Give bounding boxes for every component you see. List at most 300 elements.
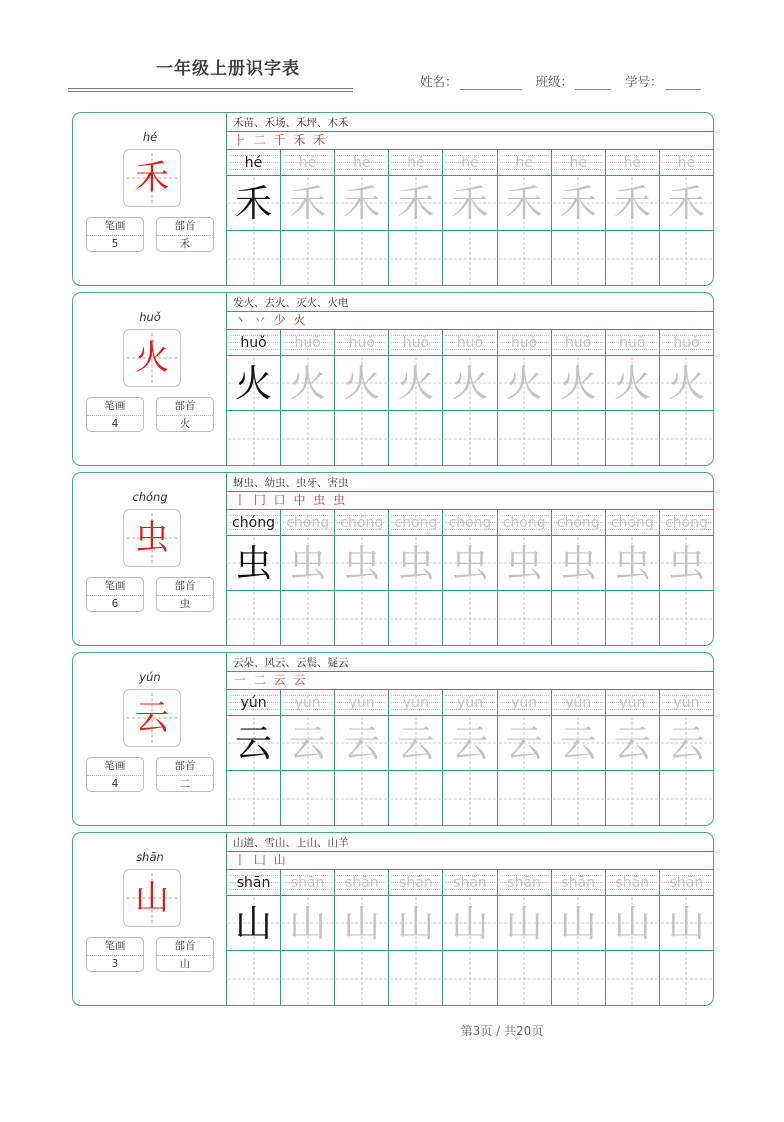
blank-practice-cell[interactable]: [389, 771, 443, 826]
pinyin-trace-cell[interactable]: [281, 870, 335, 895]
practice-area: [227, 653, 713, 825]
character-ghost: 禾: [613, 181, 651, 225]
blank-practice-cell[interactable]: [443, 771, 497, 826]
character-trace-cell[interactable]: [281, 356, 335, 410]
pinyin-trace-cell[interactable]: [498, 150, 552, 175]
pinyin-model: yún: [240, 694, 267, 711]
blank-practice-cell[interactable]: [443, 411, 497, 466]
student-field-2: [625, 74, 701, 90]
guide-horizontal: [499, 618, 550, 619]
character-ghost: 火: [505, 361, 543, 405]
character-trace-cell[interactable]: [227, 716, 281, 770]
example-words: 蚜虫、幼虫、虫牙、害虫: [227, 473, 713, 492]
blank-practice-cell[interactable]: [335, 951, 389, 1006]
character-trace-cell[interactable]: [606, 896, 660, 950]
pinyin-ghost: hé: [623, 154, 642, 171]
pinyin-ghost: chóng: [556, 514, 600, 531]
pinyin-trace-cell[interactable]: [498, 690, 552, 715]
character-ghost: 山: [451, 901, 489, 945]
pinyin-ghost: yún: [619, 694, 646, 711]
pinyin-trace-row: [227, 690, 713, 716]
stroke-count-box: [86, 217, 144, 252]
pinyin-ghost: hé: [298, 154, 317, 171]
blank-practice-cell[interactable]: [389, 951, 443, 1006]
pinyin-ghost: shān: [399, 874, 433, 891]
pinyin-trace-cell[interactable]: [552, 690, 606, 715]
pinyin-trace-cell[interactable]: [660, 150, 713, 175]
character-trace-cell[interactable]: [389, 536, 443, 590]
character-trace-cell[interactable]: [498, 176, 552, 230]
radical-value: 山: [179, 958, 191, 970]
character-ghost: 火: [397, 361, 435, 405]
pinyin-ghost: hé: [677, 154, 696, 171]
character-ghost: 禾: [343, 181, 381, 225]
stroke-order-sequence: 丨 冂 口 中 虫 虫: [227, 492, 713, 510]
student-field-input[interactable]: [460, 75, 522, 90]
character-trace-cell[interactable]: [552, 716, 606, 770]
model-character-glyph: 虫: [135, 518, 169, 558]
practice-area: [227, 293, 713, 465]
pinyin-ghost: yún: [511, 694, 538, 711]
model-character-glyph: 禾: [135, 158, 169, 198]
pinyin-ghost: chóng: [610, 514, 654, 531]
character-trace-cell[interactable]: [227, 896, 281, 950]
character-trace-cell[interactable]: [606, 716, 660, 770]
blank-practice-cell[interactable]: [498, 231, 552, 286]
pinyin-trace-cell[interactable]: [281, 690, 335, 715]
character-ghost: 禾: [505, 181, 543, 225]
blank-practice-cell[interactable]: [227, 231, 281, 286]
pinyin-trace-cell[interactable]: [443, 150, 497, 175]
radical-label: 部首: [157, 938, 213, 956]
character-card: [72, 652, 714, 826]
character-ghost: 山: [613, 901, 651, 945]
guide-horizontal: [499, 438, 550, 439]
blank-practice-cell[interactable]: [443, 951, 497, 1006]
pinyin-ghost: yún: [673, 694, 700, 711]
blank-practice-cell[interactable]: [227, 591, 281, 646]
pinyin-trace-cell[interactable]: [281, 510, 335, 535]
blank-practice-cell[interactable]: [552, 231, 606, 286]
pinyin-trace-cell[interactable]: [552, 510, 606, 535]
character-ghost: 虫: [667, 541, 705, 585]
pinyin-ghost: shān: [561, 874, 596, 891]
stroke-count-label: 笔画: [87, 938, 143, 956]
guide-horizontal: [444, 618, 495, 619]
pinyin-trace-cell[interactable]: [335, 870, 389, 895]
character-model: 云: [235, 721, 273, 765]
character-model: 火: [235, 361, 273, 405]
blank-practice-cell[interactable]: [227, 411, 281, 466]
pinyin-trace-cell[interactable]: [443, 690, 497, 715]
character-ghost: 禾: [559, 181, 597, 225]
blank-practice-cell[interactable]: [281, 231, 335, 286]
pinyin-trace-cell[interactable]: [389, 330, 443, 355]
blank-practice-cell[interactable]: [606, 411, 660, 466]
pinyin-trace-cell[interactable]: [335, 690, 389, 715]
character-trace-cell[interactable]: [660, 716, 713, 770]
student-field-0: [420, 74, 522, 90]
radical-box: [156, 397, 214, 432]
pinyin-trace-cell[interactable]: [606, 870, 660, 895]
guide-horizontal: [553, 618, 604, 619]
character-ghost: 虫: [613, 541, 651, 585]
practice-area: [227, 113, 713, 285]
student-field-label: 学号：: [625, 75, 663, 89]
character-card: [72, 112, 714, 286]
character-model: 禾: [235, 181, 273, 225]
guide-horizontal: [390, 618, 441, 619]
pinyin-trace-cell[interactable]: [606, 150, 660, 175]
student-field-input[interactable]: [665, 75, 701, 90]
pinyin-trace-row: [227, 870, 713, 896]
pinyin-trace-cell[interactable]: [498, 870, 552, 895]
blank-practice-cell[interactable]: [389, 411, 443, 466]
pinyin-trace-cell[interactable]: [443, 510, 497, 535]
pinyin-model: hé: [244, 154, 263, 171]
blank-practice-cell[interactable]: [552, 951, 606, 1006]
pinyin-trace-cell[interactable]: [227, 690, 281, 715]
guide-horizontal: [282, 618, 333, 619]
guide-horizontal: [444, 798, 495, 799]
character-trace-cell[interactable]: [389, 356, 443, 410]
model-character-box: [123, 149, 181, 207]
character-ghost: 火: [343, 361, 381, 405]
model-character-box: [123, 869, 181, 927]
character-trace-cell[interactable]: [498, 896, 552, 950]
student-field-label: 班级：: [535, 75, 574, 89]
pinyin-ghost: chóng: [448, 514, 492, 531]
blank-practice-cell[interactable]: [552, 591, 606, 646]
blank-practice-cell[interactable]: [335, 411, 389, 466]
stroke-count-value: 6: [111, 598, 119, 610]
pinyin-trace-cell[interactable]: [660, 690, 713, 715]
pinyin-ghost: huǒ: [456, 334, 484, 351]
character-trace-cell[interactable]: [443, 536, 497, 590]
pinyin-trace-cell[interactable]: [227, 510, 281, 535]
pinyin-trace-cell[interactable]: [660, 870, 713, 895]
pinyin-trace-cell[interactable]: [227, 870, 281, 895]
blank-practice-cell[interactable]: [281, 591, 335, 646]
guide-horizontal: [661, 978, 712, 979]
pinyin-trace-cell[interactable]: [281, 150, 335, 175]
guide-horizontal: [390, 438, 441, 439]
radical-box: [156, 577, 214, 612]
character-info-panel: [73, 113, 227, 285]
pinyin-ghost: hé: [353, 154, 371, 171]
character-pinyin: chóng: [132, 490, 168, 504]
pinyin-ghost: hé: [407, 154, 425, 171]
character-info-panel: [73, 293, 227, 465]
character-ghost: 山: [505, 901, 543, 945]
pinyin-ghost: chóng: [664, 514, 708, 531]
guide-horizontal: [661, 438, 712, 439]
character-trace-cell[interactable]: [660, 896, 713, 950]
pinyin-ghost: huǒ: [673, 334, 700, 351]
character-ghost: 虫: [505, 541, 543, 585]
character-trace-cell[interactable]: [552, 176, 606, 230]
blank-practice-cell[interactable]: [660, 951, 713, 1006]
stroke-order-sequence: ⺊ 二 千 禾 禾: [227, 132, 713, 150]
character-model: 虫: [235, 541, 273, 585]
pinyin-trace-cell[interactable]: [552, 870, 606, 895]
pinyin-trace-cell[interactable]: [281, 330, 335, 355]
character-pinyin: yún: [139, 670, 161, 684]
blank-practice-row: [227, 591, 713, 646]
guide-horizontal: [282, 978, 333, 979]
pinyin-trace-cell[interactable]: [660, 330, 713, 355]
page-number: 第3页 / 共20页: [460, 1024, 544, 1038]
guide-horizontal: [444, 438, 495, 439]
blank-practice-cell[interactable]: [281, 771, 335, 826]
example-words: 云朵、风云、云鬓、疑云: [227, 653, 713, 672]
blank-practice-cell[interactable]: [552, 771, 606, 826]
character-trace-row: [227, 356, 713, 411]
character-trace-cell[interactable]: [443, 356, 497, 410]
character-trace-cell[interactable]: [227, 536, 281, 590]
blank-practice-cell[interactable]: [227, 951, 281, 1006]
page-title: 一年级上册识字表: [156, 59, 300, 79]
character-trace-cell[interactable]: [443, 896, 497, 950]
example-words: 山道、雪山、上山、山羊: [227, 833, 713, 852]
character-ghost: 山: [667, 901, 705, 945]
guide-horizontal: [390, 978, 441, 979]
guide-horizontal: [336, 438, 387, 439]
pinyin-ghost: huǒ: [565, 334, 592, 351]
guide-horizontal: [607, 618, 658, 619]
pinyin-ghost: yún: [294, 694, 321, 711]
pinyin-ghost: hé: [569, 154, 587, 171]
model-character-box: [123, 509, 181, 567]
blank-practice-cell[interactable]: [498, 771, 552, 826]
blank-practice-cell[interactable]: [660, 411, 713, 466]
character-ghost: 虫: [289, 541, 327, 585]
model-character-box: [123, 689, 181, 747]
model-character-glyph: 云: [135, 698, 169, 738]
pinyin-trace-cell[interactable]: [606, 510, 660, 535]
stroke-count-value: 4: [111, 418, 119, 430]
example-words: 发火、去火、灭火、火电: [227, 293, 713, 312]
guide-horizontal: [553, 798, 604, 799]
stroke-order-sequence: 丶 丷 少 火: [227, 312, 713, 330]
character-trace-cell[interactable]: [389, 176, 443, 230]
blank-practice-cell[interactable]: [281, 951, 335, 1006]
pinyin-trace-cell[interactable]: [498, 330, 552, 355]
character-trace-cell[interactable]: [552, 356, 606, 410]
character-ghost: 火: [667, 361, 705, 405]
pinyin-ghost: chóng: [286, 514, 330, 531]
radical-value: 二: [179, 778, 191, 790]
radical-label: 部首: [157, 218, 213, 236]
blank-practice-cell[interactable]: [281, 411, 335, 466]
pinyin-trace-cell[interactable]: [227, 150, 281, 175]
guide-horizontal: [282, 258, 333, 259]
character-trace-cell[interactable]: [227, 176, 281, 230]
pinyin-ghost: huǒ: [402, 334, 430, 351]
character-trace-cell[interactable]: [281, 716, 335, 770]
character-card: [72, 292, 714, 466]
guide-horizontal: [607, 798, 658, 799]
pinyin-ghost: chóng: [394, 514, 438, 531]
pinyin-trace-cell[interactable]: [443, 870, 497, 895]
character-trace-cell[interactable]: [281, 536, 335, 590]
character-trace-cell[interactable]: [335, 896, 389, 950]
character-ghost: 火: [451, 361, 489, 405]
character-trace-cell[interactable]: [660, 176, 713, 230]
character-trace-cell[interactable]: [389, 716, 443, 770]
character-trace-cell[interactable]: [660, 536, 713, 590]
blank-practice-cell[interactable]: [335, 591, 389, 646]
pinyin-trace-cell[interactable]: [552, 150, 606, 175]
guide-horizontal: [553, 438, 604, 439]
guide-horizontal: [661, 618, 712, 619]
character-info-panel: [73, 833, 227, 1005]
pinyin-trace-cell[interactable]: [552, 330, 606, 355]
character-ghost: 云: [289, 721, 327, 765]
pinyin-trace-cell[interactable]: [606, 330, 660, 355]
character-pinyin: huǒ: [139, 310, 161, 324]
character-model: 山: [235, 901, 273, 945]
guide-horizontal: [336, 258, 387, 259]
character-trace-cell[interactable]: [281, 176, 335, 230]
character-trace-row: [227, 896, 713, 951]
blank-practice-row: [227, 951, 713, 1006]
blank-practice-cell[interactable]: [498, 951, 552, 1006]
blank-practice-cell[interactable]: [660, 231, 713, 286]
character-trace-cell[interactable]: [443, 716, 497, 770]
blank-practice-cell[interactable]: [227, 771, 281, 826]
pinyin-ghost: shān: [615, 874, 650, 891]
blank-practice-row: [227, 411, 713, 466]
pinyin-ghost: huǒ: [348, 334, 375, 351]
character-trace-cell[interactable]: [606, 176, 660, 230]
character-card: [72, 472, 714, 646]
page-title-wrap: [68, 58, 388, 80]
guide-horizontal: [553, 258, 604, 259]
character-ghost: 山: [343, 901, 381, 945]
practice-area: [227, 833, 713, 1005]
pinyin-trace-cell[interactable]: [389, 150, 443, 175]
guide-horizontal: [336, 978, 387, 979]
blank-practice-cell[interactable]: [606, 951, 660, 1006]
blank-practice-cell[interactable]: [606, 591, 660, 646]
radical-box: [156, 937, 214, 972]
radical-label: 部首: [157, 758, 213, 776]
character-trace-cell[interactable]: [498, 356, 552, 410]
character-trace-cell[interactable]: [498, 716, 552, 770]
radical-value: 禾: [179, 238, 191, 250]
radical-label: 部首: [157, 578, 213, 596]
blank-practice-cell[interactable]: [389, 231, 443, 286]
blank-practice-cell[interactable]: [552, 411, 606, 466]
character-trace-cell[interactable]: [606, 356, 660, 410]
character-ghost: 禾: [451, 181, 489, 225]
character-ghost: 火: [289, 361, 327, 405]
character-meta-row: [86, 577, 214, 612]
character-ghost: 云: [505, 721, 543, 765]
stroke-count-box: [86, 757, 144, 792]
character-trace-cell[interactable]: [660, 356, 713, 410]
character-trace-cell[interactable]: [335, 536, 389, 590]
character-ghost: 禾: [289, 181, 327, 225]
pinyin-model: shān: [236, 874, 271, 891]
guide-horizontal: [228, 618, 279, 619]
radical-box: [156, 757, 214, 792]
pinyin-trace-cell[interactable]: [389, 690, 443, 715]
blank-practice-cell[interactable]: [606, 771, 660, 826]
character-trace-cell[interactable]: [606, 536, 660, 590]
character-trace-cell[interactable]: [227, 356, 281, 410]
pinyin-trace-row: [227, 510, 713, 536]
character-pinyin: shān: [136, 850, 164, 864]
character-pinyin: hé: [142, 130, 158, 144]
model-character-glyph: 山: [135, 878, 169, 918]
pinyin-model: huǒ: [240, 334, 267, 351]
character-trace-cell[interactable]: [335, 716, 389, 770]
pinyin-trace-cell[interactable]: [389, 510, 443, 535]
pinyin-trace-cell[interactable]: [335, 330, 389, 355]
radical-box: [156, 217, 214, 252]
character-ghost: 禾: [667, 181, 705, 225]
pinyin-trace-cell[interactable]: [498, 510, 552, 535]
radical-value: 火: [179, 418, 191, 430]
blank-practice-cell[interactable]: [389, 591, 443, 646]
blank-practice-cell[interactable]: [335, 771, 389, 826]
character-trace-cell[interactable]: [552, 536, 606, 590]
character-ghost: 云: [667, 721, 705, 765]
blank-practice-cell[interactable]: [660, 591, 713, 646]
character-trace-cell[interactable]: [281, 896, 335, 950]
page-footer: [0, 1022, 784, 1040]
radical-label: 部首: [157, 398, 213, 416]
pinyin-trace-cell[interactable]: [227, 330, 281, 355]
pinyin-ghost: yún: [348, 694, 375, 711]
pinyin-model: chóng: [232, 514, 275, 531]
character-trace-cell[interactable]: [389, 896, 443, 950]
character-ghost: 云: [613, 721, 651, 765]
blank-practice-cell[interactable]: [443, 231, 497, 286]
pinyin-trace-cell[interactable]: [660, 510, 713, 535]
pinyin-ghost: yún: [402, 694, 429, 711]
guide-horizontal: [444, 978, 495, 979]
pinyin-trace-cell[interactable]: [335, 150, 389, 175]
pinyin-trace-cell[interactable]: [335, 510, 389, 535]
page-header: [0, 0, 784, 108]
pinyin-ghost: huǒ: [619, 334, 646, 351]
character-ghost: 虫: [397, 541, 435, 585]
character-trace-cell[interactable]: [498, 536, 552, 590]
blank-practice-cell[interactable]: [660, 771, 713, 826]
blank-practice-cell[interactable]: [443, 591, 497, 646]
character-trace-cell[interactable]: [335, 356, 389, 410]
pinyin-trace-cell[interactable]: [606, 690, 660, 715]
stroke-order-sequence: 丨 凵 山: [227, 852, 713, 870]
stroke-count-box: [86, 577, 144, 612]
blank-practice-cell[interactable]: [498, 411, 552, 466]
character-trace-cell[interactable]: [552, 896, 606, 950]
pinyin-trace-cell[interactable]: [389, 870, 443, 895]
character-trace-cell[interactable]: [335, 176, 389, 230]
character-trace-cell[interactable]: [443, 176, 497, 230]
guide-horizontal: [499, 798, 550, 799]
student-field-input[interactable]: [575, 75, 611, 90]
character-meta-row: [86, 397, 214, 432]
blank-practice-cell[interactable]: [606, 231, 660, 286]
pinyin-trace-cell[interactable]: [443, 330, 497, 355]
blank-practice-cell[interactable]: [335, 231, 389, 286]
blank-practice-cell[interactable]: [498, 591, 552, 646]
stroke-count-label: 笔画: [87, 398, 143, 416]
